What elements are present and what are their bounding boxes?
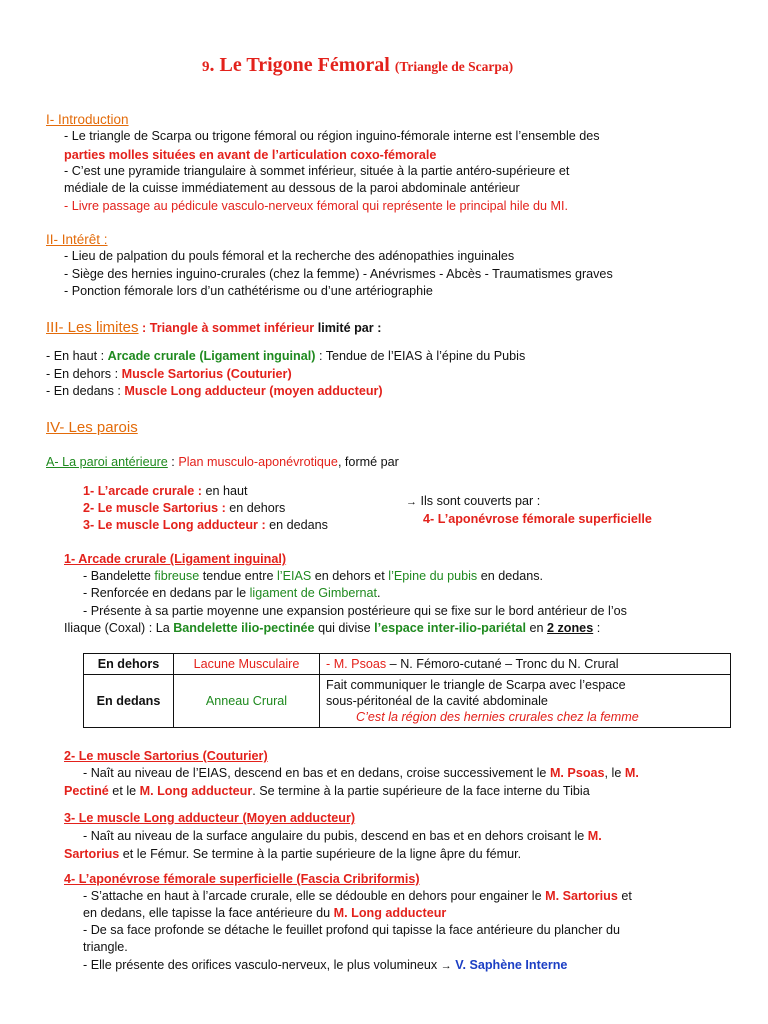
aponevrose-l1-text: - S’attache en haut à l’arcade crurale, elle se dédouble en dehors pour engainer le: [83, 889, 546, 903]
limite-dehors-term: Muscle Sartorius (Couturier): [121, 367, 292, 381]
sartorius-l2-long-adducteur: M. Long adducteur: [139, 784, 253, 798]
aponevrose-l2-text: en dedans, elle tapisse la face antérieure du: [83, 906, 334, 920]
paroi-item-3-pos: en dedans: [265, 518, 328, 532]
paroi-anterieure-rest: , formé par: [337, 455, 399, 469]
arcade-l1-text4: en dedans.: [477, 569, 544, 583]
aponevrose-l1-et: et: [617, 889, 632, 903]
table-row: [84, 654, 731, 675]
aponevrose-line-3: - De sa face profonde se détache le feuillet profond qui tapisse la face antérieure du plancher du: [83, 923, 620, 937]
limite-dedans: [46, 383, 383, 400]
intro-line-2: parties molles situées en avant de l’articulation coxo-fémorale: [64, 148, 437, 162]
arcade-l4-colon: :: [593, 621, 601, 635]
zones-table: [83, 653, 731, 728]
title-number: 9: [202, 59, 210, 75]
sartorius-l1-sep: , le: [604, 766, 625, 780]
arcade-l4-text3: en: [525, 621, 547, 635]
limite-haut: [46, 348, 525, 365]
arcade-l2-text: - Renforcée en dedans par le: [83, 586, 250, 600]
page-title: [202, 52, 513, 80]
sartorius-l1-text: - Naît au niveau de l’EIAS, descend en bas et en dedans, croise successivement le: [83, 766, 550, 780]
sartorius-l1-psoas: M. Psoas: [549, 766, 605, 780]
section-heading-introduction: I- Introduction: [46, 112, 129, 127]
limite-dedans-term: Muscle Long adducteur (moyen adducteur): [124, 384, 383, 398]
arcade-l1-text3: en dehors et: [311, 569, 389, 583]
paroi-anterieure-row: [46, 454, 399, 471]
adducteur-l2-text: et le Fémur. Se termine à la partie supérieure de la ligne âpre du fémur.: [119, 847, 522, 861]
aponevrose-line-4: triangle.: [83, 940, 128, 954]
interet-line-3: - Ponction fémorale lors d’un cathétérisme ou d’une artériographie: [64, 284, 433, 298]
intro-line-1: - Le triangle de Scarpa ou trigone fémoral ou région inguino-fémorale interne est l’ensemble des: [64, 129, 600, 143]
arcade-l1-text2: tendue entre: [199, 569, 277, 583]
arcade-l1-eias: l’EIAS: [276, 569, 312, 583]
zone-name: Anneau Crural: [174, 675, 320, 728]
zone-side: En dedans: [84, 675, 174, 728]
arcade-l1-text: - Bandelette: [83, 569, 155, 583]
paroi-item-1: [83, 483, 248, 500]
sartorius-line-2: [64, 783, 590, 800]
paroi-item-1-term: 1- L’arcade crurale :: [83, 484, 203, 498]
paroi-anterieure-heading: A- La paroi antérieure: [46, 455, 168, 469]
sartorius-l2-sep: et le: [108, 784, 140, 798]
limites-colon: :: [138, 321, 150, 335]
limite-haut-term: Arcade crurale (Ligament inguinal): [107, 349, 316, 363]
interet-line-2: - Siège des hernies inguino-crurales (chez la femme) - Anévrismes - Abcès - Traumatismes graves: [64, 267, 613, 281]
limites-intro-black: limité par :: [314, 321, 382, 335]
right-arrow-icon: →: [406, 496, 417, 508]
paroi-anterieure-plan: Plan musculo-aponévrotique: [178, 455, 338, 469]
arcade-l4-zones: 2 zones: [547, 621, 594, 635]
title-subtitle: (Triangle de Scarpa): [394, 59, 514, 74]
subheading-arcade-crurale: 1- Arcade crurale (Ligament inguinal): [64, 552, 287, 566]
arcade-l2-gimbernat: ligament de Gimbernat: [249, 586, 378, 600]
section-heading-interet: II- Intérêt :: [46, 232, 108, 247]
limite-dehors-label: - En dehors :: [46, 367, 122, 381]
covered-by-text: Ils sont couverts par :: [420, 494, 541, 508]
adducteur-line-1: [83, 828, 602, 845]
zone-desc-line-1: Fait communiquer le triangle de Scarpa avec l’espace: [326, 678, 626, 692]
arcade-l1-fibreuse: fibreuse: [154, 569, 200, 583]
arcade-l2-period: .: [377, 586, 381, 600]
intro-line-5: - Livre passage au pédicule vasculo-nerveux fémoral qui représente le principal hile du MI.: [64, 199, 569, 213]
subheading-long-adducteur: 3- Le muscle Long adducteur (Moyen adducteur): [64, 811, 356, 825]
arcade-l4-espace: l’espace inter-ilio-pariétal: [374, 621, 526, 635]
subheading-sartorius: 2- Le muscle Sartorius (Couturier): [64, 749, 268, 763]
limites-intro-red: Triangle à sommet inférieur: [149, 321, 315, 335]
section-heading-parois: IV- Les parois: [46, 419, 138, 436]
covered-by-row: [406, 493, 540, 511]
arcade-line-1: [83, 568, 543, 585]
arcade-line-2: [83, 585, 381, 602]
aponevrose-line-5: [83, 957, 567, 975]
interet-line-1: - Lieu de palpation du pouls fémoral et la recherche des adénopathies inguinales: [64, 249, 515, 263]
zone-psoas: - M. Psoas: [326, 657, 387, 671]
sartorius-l2-text: . Se termine à la partie supérieure de la face interne du Tibia: [252, 784, 590, 798]
arcade-l4-text2: qui divise: [314, 621, 375, 635]
aponevrose-line-1: [83, 888, 632, 905]
sartorius-l1-m: M.: [624, 766, 639, 780]
arcade-l4-text: Iliaque (Coxal) : La: [64, 621, 174, 635]
paroi-item-3-term: 3- Le muscle Long adducteur :: [83, 518, 266, 532]
paroi-item-2-term: 2- Le muscle Sartorius :: [83, 501, 226, 515]
limite-haut-label: - En haut :: [46, 349, 108, 363]
subheading-aponevrose: 4- L’aponévrose fémorale superficielle (Fascia Cribriformis): [64, 872, 420, 886]
paroi-item-3: [83, 517, 328, 534]
aponevrose-l2-long-adducteur: M. Long adducteur: [333, 906, 447, 920]
zone-desc-note: C’est la région des hernies crurales chez la femme: [356, 710, 639, 724]
arcade-line-4: [64, 620, 600, 637]
arcade-line-3: - Présente à sa partie moyenne une expansion postérieure qui se fixe sur le bord antérieur de l’os: [83, 604, 627, 618]
zone-content-rest: – N. Fémoro-cutané – Tronc du N. Crural: [386, 657, 619, 671]
zone-name: Lacune Musculaire: [174, 654, 320, 675]
right-arrow-icon: →: [440, 960, 452, 972]
limite-haut-desc: : Tendue de l’EIAS à l’épine du Pubis: [315, 349, 526, 363]
intro-line-3: - C’est une pyramide triangulaire à sommet inférieur, située à la partie antéro-supérieure et: [64, 164, 570, 178]
zone-desc-line-2: sous-péritonéal de la cavité abdominale: [326, 694, 548, 708]
table-row: [84, 675, 731, 728]
intro-line-4: médiale de la cuisse immédiatement au dessous de la paroi abdominale antérieur: [64, 181, 520, 195]
adducteur-line-2: [64, 846, 521, 863]
paroi-item-2: [83, 500, 285, 517]
aponevrose-line-2: [83, 905, 446, 922]
arcade-l1-epine: l’Epine du pubis: [388, 569, 478, 583]
zone-content: [320, 675, 731, 728]
paroi-item-2-pos: en dehors: [225, 501, 286, 515]
limite-dehors: [46, 366, 292, 383]
sartorius-l2-pectine: Pectiné: [64, 784, 109, 798]
paroi-item-1-pos: en haut: [202, 484, 248, 498]
arcade-l4-bandelette: Bandelette ilio-pectinée: [173, 621, 315, 635]
adducteur-l2-sartorius: Sartorius: [64, 847, 120, 861]
paroi-item-4: 4- L’aponévrose fémorale superficielle: [423, 512, 652, 526]
adducteur-l1-text: - Naît au niveau de la surface angulaire du pubis, descend en bas et en dehors croisant le: [83, 829, 588, 843]
zone-side: En dehors: [84, 654, 174, 675]
section-heading-limites: III- Les limites: [46, 319, 139, 336]
adducteur-l1-m: M.: [587, 829, 602, 843]
limites-heading-row: [46, 318, 381, 338]
limite-dedans-label: - En dedans :: [46, 384, 125, 398]
paroi-anterieure-colon: :: [167, 455, 179, 469]
title-main: . Le Trigone Fémoral: [209, 54, 390, 76]
aponevrose-l5-text: - Elle présente des orifices vasculo-nerveux, le plus volumineux: [83, 958, 441, 972]
sartorius-line-1: [83, 765, 639, 782]
aponevrose-l5-saphene: V. Saphène Interne: [455, 958, 568, 972]
zone-content: [320, 654, 731, 675]
aponevrose-l1-sartorius: M. Sartorius: [545, 889, 618, 903]
